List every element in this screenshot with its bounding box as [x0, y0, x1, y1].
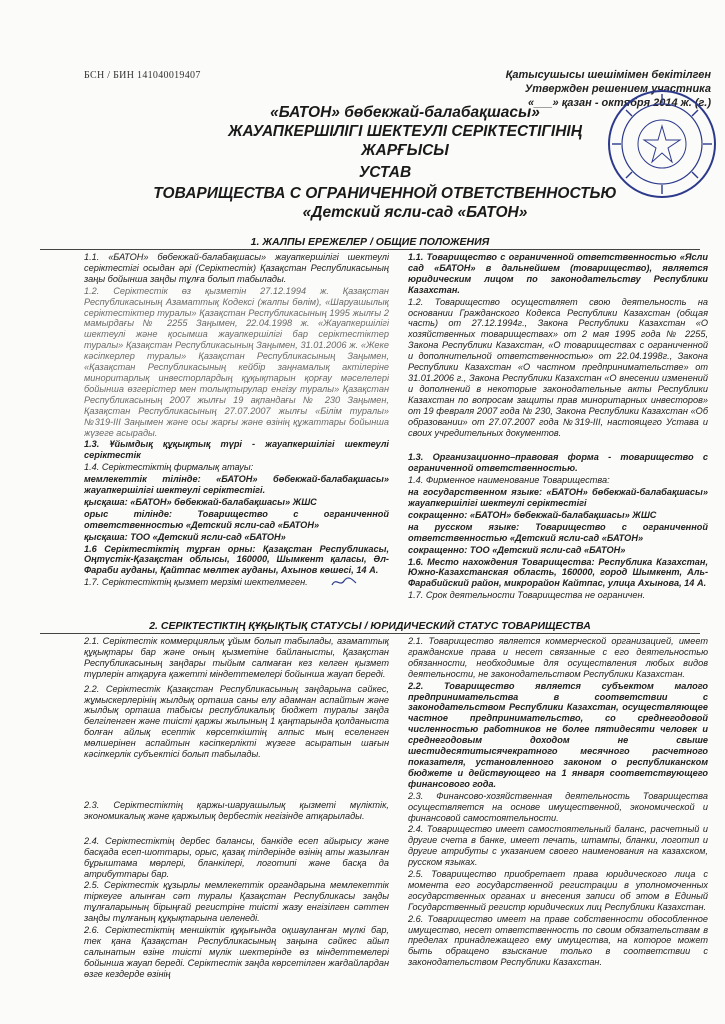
section-1-ru-column — [408, 252, 708, 604]
title-kz-line-2: ЖАУАПКЕРШІЛІГІ ШЕКТЕУЛІ СЕРІКТЕСТІГІНІҢ — [228, 123, 582, 140]
s1-kz-p1-4-state: мемлекеттік тілінде: «БАТОН» бөбекжай-балабақшасы» жауапкершілігі шектеулі серіктестігі. — [84, 474, 389, 496]
section-2-kz-column — [84, 636, 389, 1020]
section-2-rule — [40, 633, 700, 634]
official-seal — [606, 88, 718, 200]
s1-ru-p1-7: 1.7. Срок деятельности Товарищества не ограничен. — [408, 590, 646, 601]
s2-kz-p2-2: 2.2. Серіктестік Қазақстан Республикасының заңдарына сәйкес, жұмыскерлерінің жылдық орташа саны елу адамнан аспайтын және жылдық орташа табысы республикалық бюджет туралы заңда белгіленген және тиісті қаржы жылының 1 қаңтарында қолданыста болған айлық есептік көрсеткіштің алпыс мың еселенген мөлшерінен аспайтын кәсіпкерлікті жүзеге асыратын шағын кәсіпкерлік субъектісі болып табылады. — [84, 683, 389, 760]
s1-kz-p1-6: 1.6 Серіктестіктің тұрған орны: Қазақстан Республикасы, Оңтүстік-Қазақстан облысы, 160000, Шымкент қаласы, Әл-Фараби ауданы, Қайтпас мөлтек ауданы, Ахынов көшесі, 14 А. — [84, 543, 389, 576]
s1-kz-p1-4-russian: орыс тілінде: Товарищество с ограниченной ответственностью «Детский ясли-сад «БАТОН» — [84, 508, 389, 530]
s1-ru-p1-6: 1.6. Место нахождения Товарищества: Республика Казахстан, Южно-Казахстанская область, 160000, город Шымкент, Аль-Фарабийский район, микрорайон Кайтпас, улица Ахынова, 14 А. — [408, 556, 708, 589]
s2-ru-p2-3: 2.3. Финансово-хозяйственная деятельность Товарищества осуществляется на основе имущественной, экономической и финансовой самостоятельности. — [408, 790, 708, 823]
title-russian — [150, 163, 620, 222]
s1-kz-p1-4-short: қысқаша: «БАТОН» бөбекжай-балабақшасы» ЖШС — [84, 496, 317, 507]
title-kz-line-3: ЖАРҒЫСЫ — [361, 142, 449, 159]
s1-kz-p1-4-russian-short: қысқаша: ТОО «Детский ясли-сад «БАТОН» — [84, 531, 286, 542]
s1-ru-p1-4-short: сокращенно: «БАТОН» бөбекжай-балабақшасы» ЖШС — [408, 509, 657, 520]
s1-ru-p1-4: 1.4. Фирменное наименование Товарищества: — [408, 475, 610, 486]
s1-ru-p1-4-russian: на русском языке: Товарищество с ограниченной ответственностью «Детский ясли-сад «БАТОН» — [408, 521, 708, 543]
s2-ru-p2-2: 2.2. Товарищество является субъектом малого предпринимательства в соответствии с законодательством Республики Казахстан, осуществляющее частное предпринимательство, со среднегодовой численностью работников не более пятидесяти человек и среднегодовым доходом не свыше шестидесятитысячекратного месячного расчетного показателя, установленного законом о республиканском бюджете и действующего на 1 января соответствующего финансового года. — [408, 680, 708, 789]
title-ru-line-2: ТОВАРИЩЕСТВА С ОГРАНИЧЕННОЙ ОТВЕТСТВЕННОСТЬЮ — [153, 185, 617, 202]
section-2-ru-column — [408, 636, 708, 1020]
bin-number: БСН / БИН 141040019407 — [84, 70, 201, 81]
s1-kz-p1-3: 1.3. Ұйымдық құқықтық түрі - жауапкершілігі шектеулі серіктестік — [84, 439, 389, 461]
s2-ru-p2-4: 2.4. Товарищество имеет самостоятельный баланс, расчетный и другие счета в банке, имеет печать, штампы, бланки, логотип и другие атрибуты с указанием своего наименования на казахском, русском языках. — [408, 824, 708, 868]
approval-line-ru: Утвержден решением участника — [524, 83, 711, 95]
title-ru-line-3: «Детский ясли-сад «БАТОН» — [302, 204, 528, 221]
s1-kz-p1-1: 1.1. «БАТОН» бөбекжай-балабақшасы» жауапкершілігі шектеулі серіктестігі осыдан әрі (Серіктестік) Қазақстан Республикасының заңы бойынша заңды тұлға болып табылады. — [84, 252, 389, 284]
s2-ru-p2-1: 2.1. Товарищество является коммерческой организацией, имеет гражданские права и несет связанные с его деятельностью обязанности, необходимые для осуществления любых видов деятельности, не законодательством Республики Казахстан. — [408, 636, 708, 679]
title-ru-line-1: УСТАВ — [358, 164, 412, 181]
s2-kz-p2-1: 2.1. Серіктестік коммерциялық ұйым болып табылады, азаматтық құқықтары бар және оның қызметіне байланысты, Қазақстан Республикасының заңдары тыйым салмаған кез келген қызмет түрлерін атқаруға қажетті міндеттемелері бойынша жауап береді. — [84, 636, 389, 679]
approval-date: «___» қазан - октября 2014 ж. (г.) — [528, 97, 711, 109]
s1-ru-p1-1: 1.1. Товарищество с ограниченной ответственностью «Ясли сад «БАТОН» в дальнейшем (товарищество), является юридическим лицом по законодательству Республики Казахстан. — [408, 252, 708, 295]
s1-kz-p1-4: 1.4. Серіктестіктің фирмалық атауы: — [84, 462, 254, 473]
approval-line-kz: Қатысушысы шешімімен бекітілген — [505, 69, 711, 81]
s1-ru-p1-3: 1.3. Организационно–правовая форма - товарищество с ограниченной ответственностью. — [408, 452, 708, 474]
s2-kz-p2-6: 2.6. Серіктестіктің меншіктік құқығында оқшауланған мүлкі бар, тек қана Қазақстан Республикасының заңына сәйкес айып салынатын өзіне тиісті мүлік шектерінде өз міндеттемелері бойынша жауап береді. Серіктестік заңда көрсетілген жағдайлардан өзге кездерде өзінің — [84, 925, 389, 979]
signature-mark — [330, 575, 358, 589]
s1-kz-p1-7: 1.7. Серіктестіктің қызмет мерзімі шектелмеген. — [84, 577, 308, 588]
section-1-kz-column — [84, 252, 389, 604]
s2-ru-p2-6: 2.6. Товарищество имеет на праве собственности обособленное имущество, несет ответственность по своим обязательствам в пределах принадлежащего ему имущества, на которое может быть обращено взыскание только в соответствии с законодательством Республики Казахстан. — [408, 913, 708, 968]
s2-ru-p2-5: 2.5. Товарищество приобретает права юридического лица с момента его государственной регистрации в уполномоченных государственных органах и внесения записи об этом в Единый Государственный регистр юридических лиц Республики Казахстан. — [408, 869, 708, 912]
title-kz-line-1: «БАТОН» бөбекжай-балабақшасы» — [270, 104, 540, 121]
s2-kz-p2-5: 2.5. Серіктестік құзырлы мемлекеттік органдарына мемлекеттік тіркеуге алынған сәт туралы Қазақстан Республикасы заңды тұлғаларының бірыңғай регистріне тиісті жазу енгізілген сәттен заңды тұлғаның құқықтарына иеленеді. — [84, 880, 389, 924]
s2-kz-p2-4: 2.4. Серіктестіктің дербес балансы, банкіде есеп айырысу және басқада есеп-шоттары, орыс, қазақ тілдерінде өзінің аты жазылған бұрыштама мөрлері, бланкілері, логотипі және басқа да атрибуттары бар. — [84, 835, 389, 879]
section-1-rule — [40, 249, 700, 250]
s1-ru-p1-2: 1.2. Товарищество осуществляет свою деятельность на основании Гражданского Кодекса Республики Казахстан (общая часть) от 27.12.1994г., Закона Республики Казахстан «О хозяйственных товариществах» от 2 мая 1995 года № 2255, Закона Республики Казахстан, «О товариществах с ограниченной и дополнительной ответственностью» от 22.04.1998г., Закона Республики Казахстан «О частном предпринимательстве» от 31.01.2006 г., Закона Республики Казахстан «О внесении изменений и дополнений в некоторые законодательные акты Республики Казахстан по вопросам защиты прав миноритарных инвесторов» от 19 февраля 2007 года № 230, Закона Республики Казахстан «Об образовании» от 27.07.2007 года №319-ІІІ, настоящего Устава и своих учредительных документов. — [408, 296, 708, 438]
s2-kz-p2-3: 2.3. Серіктестіктің қаржы-шаруашылық қызметі мүліктік, экономикалық және қаржылық дербестік негізінде атқарылады. — [84, 799, 389, 821]
s1-ru-p1-4-russian-short: сокращенно: ТОО «Детский ясли-сад «БАТОН» — [408, 544, 626, 555]
section-1-heading: 1. ЖАЛПЫ ЕРЕЖЕЛЕР / ОБЩИЕ ПОЛОЖЕНИЯ — [250, 236, 490, 248]
section-2-heading: 2. СЕРІКТЕСТІКТІҢ ҚҰҚЫҚТЫҚ СТАТУСЫ / ЮРИДИЧЕСКИЙ СТАТУС ТОВАРИЩЕСТВА — [149, 620, 591, 632]
title-kazakh — [210, 103, 600, 160]
s1-ru-p1-4-state: на государственном языке: «БАТОН» бөбекжай-балабақшасы» жауапкершілігі шектеулі серіктестігі — [408, 487, 708, 509]
s1-kz-p1-2: 1.2. Серіктестік өз қызметін 27.12.1994 ж. Қазақстан Республикасының Азаматтық Кодексі (жалпы бөлім), «Шаруашылық серіктестіктер туралы» Қазақстан Республикасының 1995 жылғы 2 мамырдағы № 2255 Заңымен, 22.04.1998 ж. «Жауапкершілігі шектеулі және қосымша жауапкершілігі бар серіктестіктер туралы» Қазақстан Республикасының Заңымен, 31.01.2006 ж. «Жеке кәсіпкерлер туралы» Қазақстан Республикасының Заңымен, «Қазақстан Республикасының кейбір заңнамалық актілеріне миноритарлық инвесторлардың құқықтарын қорғау мәселелері бойынша өзгерістер мен толықтырулар енгізу туралы» Қазақстан Республикасының 2007 жылғы 19 ақпандағы № 230 Заңымен, Қазақстан Республикасының 27.07.2007 жылғы «Білім туралы» №319-ІІІ Заңымен және осы жарғы және өзінің құжаттары бойынша жүзеге асырады. — [84, 285, 389, 438]
